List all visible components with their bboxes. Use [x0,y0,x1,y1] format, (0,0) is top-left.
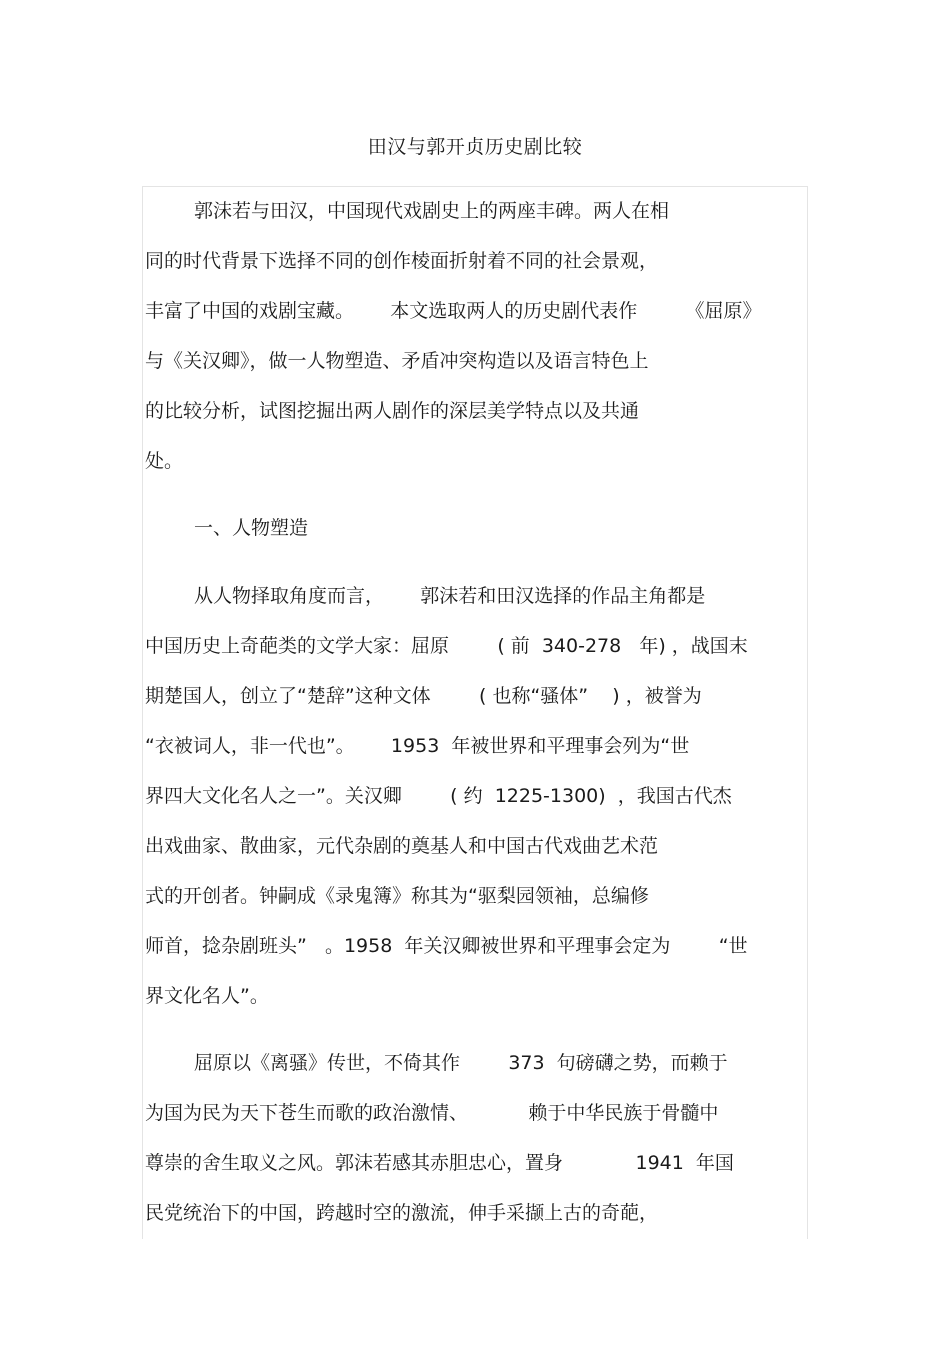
paragraph-line: 处。 [145,450,184,472]
paragraph-line: 式的开创者。钟嗣成《录鬼簿》称其为“驱梨园领袖，总编修 [145,885,649,907]
paragraph-line: 丰富了中国的戏剧宝藏。 本文选取两人的历史剧代表作 《屈原》 [145,300,762,322]
paragraph-line: 期楚国人，创立了“楚辞”这种文体 ( 也称“骚体” ) ，被誉为 [145,685,702,707]
paragraph-line: 尊崇的舍生取义之风。郭沫若感其赤胆忠心，置身 1941 年国 [145,1152,734,1174]
paragraph-line: 民党统治下的中国，跨越时空的激流，伸手采撷上古的奇葩， [145,1202,659,1224]
text-frame [142,186,808,1239]
paragraph-line: 出戏曲家、散曲家，元代杂剧的奠基人和中国古代戏曲艺术范 [145,835,659,857]
paragraph-line: 屈原以《离骚》传世，不倚其作 373 句磅礴之势，而赖于 [194,1052,728,1074]
section-heading: 一、人物塑造 [194,517,309,539]
paragraph-line: 的比较分析，试图挖掘出两人剧作的深层美学特点以及共通 [145,400,640,422]
paragraph-line: 郭沫若与田汉，中国现代戏剧史上的两座丰碑。两人在相 [194,200,670,222]
paragraph-line: “衣被词人，非一代也”。 1953 年被世界和平理事会列为“世 [145,735,690,757]
paragraph-line: 从人物择取角度而言， 郭沫若和田汉选择的作品主角都是 [194,585,706,607]
paragraph-line: 为国为民为天下苍生而歌的政治激情、 赖于中华民族于骨髓中 [145,1102,719,1124]
document-title: 田汉与郭开贞历史剧比较 [367,136,583,158]
paragraph-line: 中国历史上奇葩类的文学大家：屈原 ( 前 340-278 年) ，战国末 [145,635,748,657]
paragraph-line: 界文化名人”。 [145,985,269,1007]
paragraph-line: 同的时代背景下选择不同的创作棱面折射着不同的社会景观， [145,250,659,272]
paragraph-line: 与《关汉卿》，做一人物塑造、矛盾冲突构造以及语言特色上 [145,350,649,372]
paragraph-line: 师首，捻杂剧班头” 。1958 年关汉卿被世界和平理事会定为 “世 [145,935,748,957]
paragraph-line: 界四大文化名人之一”。关汉卿 ( 约 1225-1300) ，我国古代杰 [145,785,732,807]
